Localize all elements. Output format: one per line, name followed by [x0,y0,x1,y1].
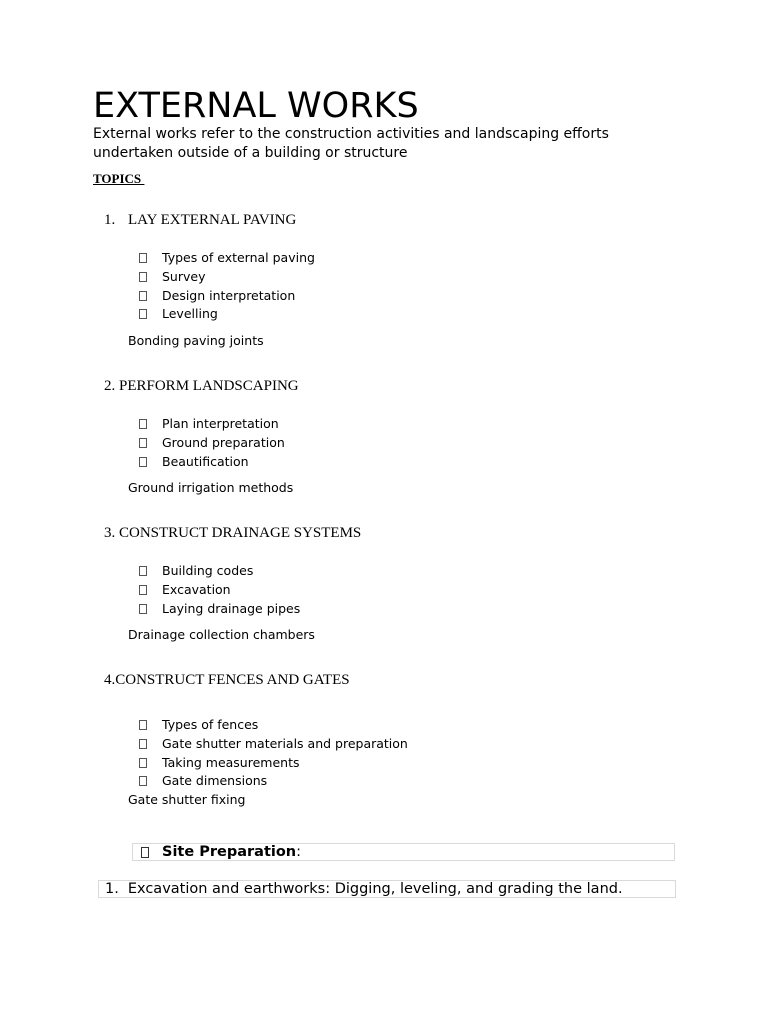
list-item [139,735,408,754]
section-number: 3. [104,525,116,541]
list-item [139,415,285,434]
section-number: 4. [104,672,116,688]
bullet-list [139,249,315,324]
site-preparation-label: Site Preparation [162,844,297,860]
section-title [104,211,296,229]
missing-glyph-icon [139,291,147,301]
section-title [104,671,350,689]
list-item-text: Laying drainage pipes [162,600,301,616]
missing-glyph-icon [139,739,147,749]
section-title [104,377,299,395]
site-preparation-heading [132,843,675,861]
list-item-text: Gate dimensions [162,773,268,789]
missing-glyph-icon [139,419,147,429]
list-item [139,249,315,268]
list-item [139,434,285,453]
list-item-text: Gate shutter materials and preparation [162,735,408,751]
section-title-text: PERFORM LANDSCAPING [119,378,299,394]
list-item [139,268,315,287]
intro-paragraph: External works refer to the construction activities and landscaping efforts undertaken outside of a building or structure [93,126,609,161]
list-item-text: Design interpretation [162,287,296,303]
list-item-text: Beautification [162,453,249,469]
document-title: EXTERNAL WORKS [93,86,419,126]
missing-glyph-icon [139,585,147,595]
missing-glyph-icon [139,253,147,263]
missing-glyph-icon [139,309,147,319]
list-item-number: 1. [105,881,119,897]
section-title-text: CONSTRUCT DRAINAGE SYSTEMS [119,525,362,541]
section-tail-text: Drainage collection chambers [128,627,315,642]
list-item-text: Ground preparation [162,434,285,450]
missing-glyph-icon [141,847,149,858]
section-number: 2. [104,378,116,394]
bullet-list [139,716,408,791]
list-item-text: Plan interpretation [162,416,279,431]
list-item [139,716,408,735]
site-preparation-suffix: : [296,844,302,860]
list-item-text: Building codes [162,563,254,578]
bullet-list [139,415,285,471]
list-item [139,562,300,581]
missing-glyph-icon [139,776,147,786]
missing-glyph-icon [139,758,147,768]
section-tail-text: Ground irrigation methods [128,480,294,495]
section-title [104,524,361,542]
missing-glyph-icon [139,438,147,448]
list-item [139,305,315,324]
section-tail-text: Bonding paving joints [128,333,264,348]
missing-glyph-icon [139,720,147,730]
missing-glyph-icon [139,457,147,467]
bullet-list [139,562,300,618]
numbered-list-item [98,880,676,898]
missing-glyph-icon [139,566,147,576]
section-number: 1. [104,212,116,228]
missing-glyph-icon [139,604,147,614]
list-item [139,600,300,619]
list-item-text: Levelling [162,306,218,322]
list-item [139,772,408,791]
list-item-text: Excavation and earthworks: Digging, leveling, and grading the land. [127,881,623,897]
section-tail-text: Gate shutter fixing [128,792,246,807]
missing-glyph-icon [139,272,147,282]
list-item [139,754,408,773]
list-item-text: Types of fences [162,717,259,732]
section-title-text: CONSTRUCT FENCES AND GATES [115,672,350,688]
section-title-text: LAY EXTERNAL PAVING [128,212,297,228]
list-item [139,453,285,472]
list-item-text: Taking measurements [162,754,300,770]
list-item-text: Excavation [162,581,231,597]
list-item-text: Types of external paving [162,250,315,265]
topics-heading: TOPICS [93,171,145,186]
list-item [139,581,300,600]
list-item [139,287,315,306]
list-item-text: Survey [162,268,206,284]
